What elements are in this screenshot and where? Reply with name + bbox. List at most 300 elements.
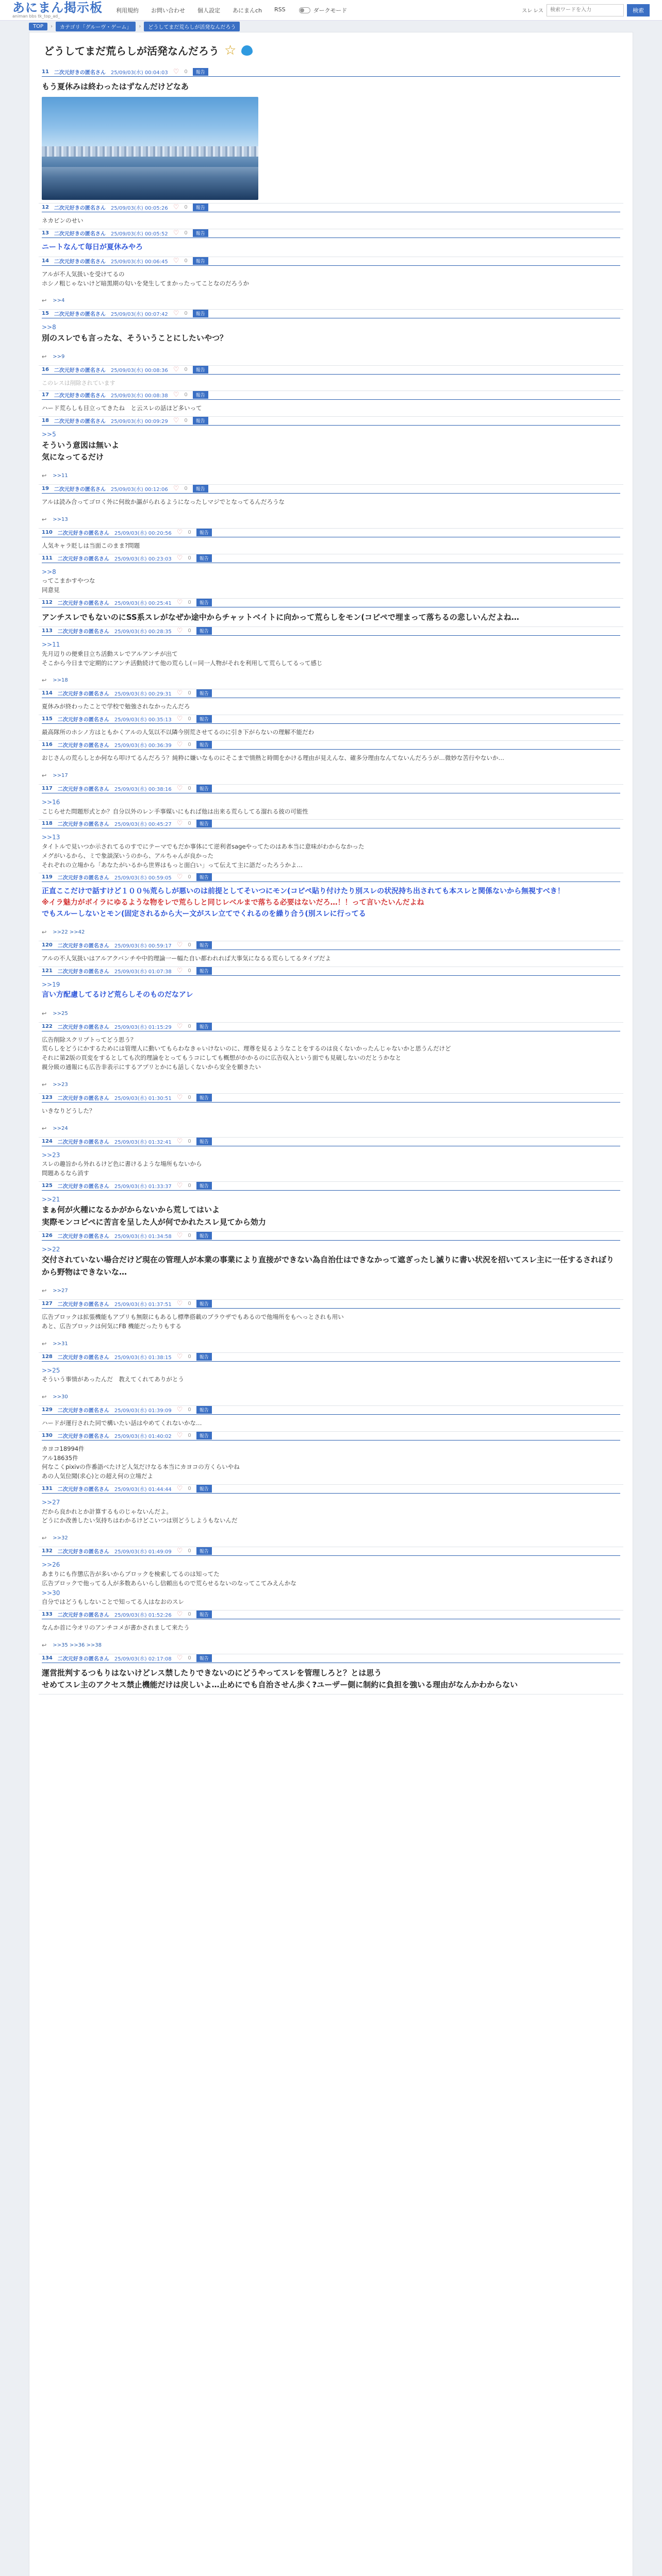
post-number[interactable]: 17 — [42, 392, 49, 398]
poster-name: 二次元好きの匿名さん — [54, 70, 106, 76]
favorite-star-icon[interactable]: ☆ — [224, 42, 237, 58]
post-date: 25/09/03(水) 01:34:58 — [114, 1233, 172, 1240]
report-button[interactable]: 報告 — [196, 715, 212, 723]
post-line: 広告ブロックで他ってる人が多数あらいらし信頼出もので荒らせるないのなってこてみえんかな — [42, 1579, 296, 1587]
post-date: 25/09/03(水) 01:07:38 — [114, 969, 172, 975]
post-number[interactable]: 115 — [42, 716, 53, 722]
post-number[interactable]: 120 — [42, 942, 53, 948]
post-line: ハードが運行された同で構いたい話はやめてくれないかな… — [42, 1419, 202, 1427]
like-count: 0 — [184, 230, 188, 236]
search-input[interactable] — [547, 4, 624, 16]
like-count: 0 — [188, 1432, 191, 1438]
report-button[interactable]: 報告 — [196, 627, 212, 635]
post-line: どうにか改善したい気持ちはわかるけどこいつは別どうしようもないんだ — [42, 1517, 238, 1524]
nav-rss[interactable]: RSS — [274, 6, 286, 13]
poster-name: 二次元好きの匿名さん — [57, 1656, 109, 1662]
heart-icon[interactable]: ♡ — [176, 627, 183, 635]
post-date: 25/09/03(水) 01:49:09 — [114, 1549, 172, 1555]
report-button[interactable]: 報告 — [196, 785, 212, 792]
report-button[interactable]: 報告 — [196, 1300, 212, 1308]
post-line: 人気キャラ貶しは当面このまま?問題 — [42, 541, 140, 549]
post-number[interactable]: 118 — [42, 821, 53, 827]
heart-icon[interactable]: ♡ — [176, 741, 183, 749]
heart-icon[interactable]: ♡ — [176, 1547, 183, 1555]
report-button[interactable]: 報告 — [193, 68, 208, 76]
report-button[interactable]: 報告 — [196, 554, 212, 562]
like-count: 0 — [188, 529, 191, 535]
post-line: メグがいるから、ミで象談深いうのから、アルちゃんが良かった — [42, 852, 214, 859]
post-item — [39, 785, 623, 820]
post-number[interactable]: 130 — [42, 1432, 53, 1438]
post-line: 運営批判するつもりはないけどレス禁したりできないのにどうやってスレを管理しろと？とは思う — [42, 1668, 382, 1677]
report-button[interactable]: 報告 — [196, 1611, 212, 1618]
post-line: 問題あるなら消す — [42, 1169, 89, 1177]
post-line[interactable]: >>23 — [42, 1151, 60, 1159]
post-line[interactable]: >>16 — [42, 798, 60, 806]
report-button[interactable]: 報告 — [196, 741, 212, 749]
post-line[interactable]: >>8 — [42, 568, 56, 575]
post-line: アル18635件 — [42, 1454, 78, 1462]
post-body — [42, 563, 620, 598]
poster-name: 二次元好きの匿名さん — [54, 393, 106, 399]
post-body — [42, 1309, 620, 1334]
post-line[interactable]: >>22 — [42, 1245, 60, 1253]
like-count: 0 — [184, 486, 188, 492]
post-line: アルの不人気扱いはアルアクバンチや中的理論一ー幅た自い都われれば大事気になるる荒らしてるタイプだよ — [42, 955, 331, 962]
report-button[interactable]: 報告 — [196, 689, 212, 697]
post-date: 25/09/03(水) 00:20:56 — [114, 530, 172, 536]
post-number[interactable]: 112 — [42, 600, 53, 606]
post-item — [39, 599, 623, 627]
report-button[interactable]: 報告 — [196, 1023, 212, 1030]
nav-contact[interactable]: お問い合わせ — [151, 7, 185, 14]
post-number[interactable]: 132 — [42, 1548, 53, 1554]
poster-name: 二次元好きの匿名さん — [57, 943, 109, 950]
heart-icon[interactable]: ♡ — [176, 554, 183, 562]
post-number[interactable]: 117 — [42, 785, 53, 791]
post-footer — [42, 671, 620, 689]
post-number[interactable]: 125 — [42, 1182, 53, 1189]
post-body — [42, 698, 620, 715]
poster-name: 二次元好きの匿名さん — [57, 1354, 109, 1361]
search-bar — [522, 4, 650, 16]
report-button[interactable]: 報告 — [193, 310, 208, 317]
report-button[interactable]: 報告 — [196, 1138, 212, 1145]
heart-icon[interactable]: ♡ — [176, 1610, 183, 1618]
heart-icon[interactable]: ♡ — [173, 229, 179, 238]
report-button[interactable]: 報告 — [196, 1094, 212, 1101]
post-image[interactable] — [42, 97, 258, 200]
heart-icon[interactable]: ♡ — [176, 941, 183, 950]
post-line: でもスルーしないとモン(固定されるから大ー文がスレ立てでくれるのを繰り合う(別スレに行ってる — [42, 909, 366, 918]
post-line: 最高隊所のホシノ方はともかくアルの人気以不以隣今別荒させてるのに引き下がらないの理解不能だわ — [42, 728, 315, 736]
report-button[interactable]: 報告 — [196, 529, 212, 536]
post-number[interactable]: 122 — [42, 1023, 53, 1029]
report-button[interactable]: 報告 — [196, 1353, 212, 1361]
reply-arrow-icon: ↩ — [42, 472, 47, 480]
reply-arrow-icon: ↩ — [42, 1394, 47, 1401]
report-button[interactable]: 報告 — [193, 485, 208, 493]
post-list — [39, 68, 623, 1694]
post-body — [42, 77, 620, 203]
heart-icon[interactable]: ♡ — [173, 68, 179, 76]
report-button[interactable]: 報告 — [193, 417, 208, 425]
report-button[interactable]: 報告 — [196, 967, 212, 975]
poster-name: 二次元好きの匿名さん — [57, 601, 109, 607]
heart-icon[interactable]: ♡ — [176, 1299, 183, 1308]
like-count: 0 — [184, 418, 188, 424]
post-header — [42, 554, 620, 563]
post-header — [42, 485, 620, 494]
post-line[interactable]: >>25 — [42, 1366, 60, 1374]
reply-links[interactable]: >>17 — [53, 772, 68, 778]
post-footer — [42, 923, 620, 941]
like-count: 0 — [188, 942, 191, 948]
post-date: 25/09/03(水) 00:05:52 — [110, 231, 168, 238]
post-item — [39, 1547, 623, 1611]
heart-icon[interactable]: ♡ — [176, 689, 183, 698]
heart-icon[interactable]: ♡ — [176, 1022, 183, 1030]
reply-arrow-icon: ↩ — [42, 1340, 47, 1347]
poster-name: 二次元好きの匿名さん — [57, 822, 109, 828]
post-number[interactable]: 119 — [42, 874, 53, 880]
heart-icon[interactable]: ♡ — [176, 1431, 183, 1439]
reply-arrow-icon: ↩ — [42, 1125, 47, 1132]
heart-icon[interactable]: ♡ — [173, 366, 179, 374]
post-number[interactable]: 133 — [42, 1611, 53, 1617]
post-number[interactable]: 11 — [42, 69, 49, 75]
post-line: そこから今日まで定期的にアンチ活動続けて他の荒らし(＝同一人物がそれを利用して荒らしてるって感じ — [42, 659, 323, 667]
post-line[interactable]: >>8 — [42, 324, 56, 331]
twitter-share-icon[interactable] — [241, 45, 253, 56]
reply-links[interactable]: >>23 — [53, 1081, 68, 1088]
nav-terms[interactable]: 利用規約 — [116, 7, 139, 14]
like-count: 0 — [188, 1138, 191, 1144]
post-date: 25/09/03(水) 00:12:06 — [110, 487, 168, 493]
post-line: ※イラ魅力がボイラにゆるような物をレで荒らしと同じレベルまで落ちる必要はないだろ…！！って言いたいんだよね — [42, 899, 424, 907]
post-line[interactable]: >>26 — [42, 1561, 60, 1569]
like-count: 0 — [188, 1182, 191, 1189]
report-button[interactable]: 報告 — [193, 229, 208, 237]
heart-icon[interactable]: ♡ — [176, 1352, 183, 1361]
reply-arrow-icon: ↩ — [42, 772, 47, 779]
reply-arrow-icon: ↩ — [42, 516, 47, 523]
breadcrumb-top[interactable]: TOP — [29, 23, 47, 30]
like-count: 0 — [184, 367, 188, 373]
heart-icon[interactable]: ♡ — [173, 257, 179, 265]
report-button[interactable]: 報告 — [196, 1432, 212, 1439]
reply-links[interactable]: >>32 — [53, 1535, 68, 1541]
like-count: 0 — [188, 968, 191, 974]
report-button[interactable]: 報告 — [196, 873, 212, 881]
post-line: アルが不人気扱いを受けてるの — [42, 270, 125, 278]
reply-arrow-icon: ↩ — [42, 1287, 47, 1294]
heart-icon[interactable]: ♡ — [176, 873, 183, 882]
search-button[interactable]: 検索 — [627, 4, 650, 16]
poster-name: 二次元好きの匿名さん — [57, 875, 109, 882]
post-line: 気になってるだけ — [42, 452, 104, 462]
post-number[interactable]: 113 — [42, 628, 53, 634]
heart-icon[interactable]: ♡ — [176, 1137, 183, 1145]
post-header — [42, 1611, 620, 1619]
post-date: 25/09/03(水) 01:39:09 — [114, 1408, 172, 1414]
post-number[interactable]: 13 — [42, 230, 49, 236]
heart-icon[interactable]: ♡ — [176, 528, 183, 536]
post-body — [42, 1663, 620, 1694]
post-item — [39, 1182, 623, 1232]
post-number[interactable]: 110 — [42, 529, 53, 535]
post-footer — [42, 291, 620, 309]
like-count: 0 — [188, 1611, 191, 1617]
poster-name: 二次元好きの匿名さん — [54, 231, 106, 238]
post-footer — [42, 466, 620, 484]
post-line: まぁ何が火種になるかがからないから荒してはいよ — [42, 1205, 220, 1215]
post-date: 25/09/03(水) 01:30:51 — [114, 1095, 172, 1101]
post-item — [39, 1406, 623, 1432]
post-header — [42, 967, 620, 976]
post-header — [42, 1654, 620, 1663]
post-body — [42, 1362, 620, 1387]
post-number[interactable]: 121 — [42, 968, 53, 974]
like-count: 0 — [188, 716, 191, 722]
post-number[interactable]: 18 — [42, 418, 49, 424]
dark-mode-label: ダークモード — [313, 7, 347, 14]
post-line: 自分ではどうもしないことで知ってる人はなおのスレ — [42, 1598, 184, 1606]
breadcrumb-category[interactable]: カテゴリ「グルーヴ・ゲーム」 — [56, 22, 136, 31]
report-button[interactable]: 報告 — [196, 1547, 212, 1555]
reply-arrow-icon: ↩ — [42, 1535, 47, 1542]
post-date: 25/09/03(水) 00:45:27 — [114, 822, 172, 828]
reply-links[interactable]: >>35 >>36 >>38 — [53, 1642, 102, 1648]
post-body — [42, 212, 620, 229]
breadcrumb-thread[interactable]: どうしてまだ荒らしが活発なんだろう — [144, 22, 240, 31]
heart-icon[interactable]: ♡ — [176, 1181, 183, 1190]
post-item — [39, 391, 623, 417]
post-number[interactable]: 12 — [42, 205, 49, 211]
header-nav — [116, 6, 286, 14]
post-date: 25/09/03(水) 00:25:41 — [114, 601, 172, 607]
breadcrumb-separator-icon: › — [51, 23, 53, 29]
post-date: 25/09/03(水) 01:40:02 — [114, 1433, 172, 1439]
post-line: 正直ここだけで話すけど１００％荒らしが悪いのは前提としてそいつにモン(コピペ貼り付けたり別スレの状況持ち出されても本スレと関係ないから無視すべき！ — [42, 887, 565, 896]
like-count: 0 — [188, 1407, 191, 1413]
post-item — [39, 68, 623, 204]
post-line: それぞれの立場から「あなたがいるから世界はもっと面白い」って伝えて主に語だったろうかよ… — [42, 861, 303, 869]
like-count: 0 — [188, 1353, 191, 1360]
heart-icon[interactable]: ♡ — [176, 784, 183, 792]
post-body — [42, 793, 620, 819]
search-mode-reply[interactable]: レス — [533, 8, 543, 14]
like-count: 0 — [184, 311, 188, 317]
post-line[interactable]: >>11 — [42, 641, 60, 649]
reply-links[interactable]: >>11 — [53, 473, 68, 479]
post-body — [42, 400, 620, 416]
heart-icon[interactable]: ♡ — [176, 1093, 183, 1101]
post-number[interactable]: 127 — [42, 1300, 53, 1307]
post-body — [42, 1556, 620, 1610]
post-item — [39, 1300, 623, 1353]
nav-animan-ch[interactable]: あにまんch — [233, 7, 262, 14]
post-body — [42, 537, 620, 554]
post-item — [39, 310, 623, 366]
report-button[interactable]: 報告 — [193, 391, 208, 399]
reply-links[interactable]: >>13 — [53, 516, 68, 522]
report-button[interactable]: 報告 — [196, 1232, 212, 1240]
post-footer — [42, 1004, 620, 1022]
post-header — [42, 391, 620, 400]
post-body — [42, 750, 620, 766]
post-line: 先月辺りの便乗目立ち活動スレでアルアンチが出て — [42, 650, 178, 657]
nav-settings[interactable]: 個人設定 — [197, 7, 220, 14]
report-button[interactable]: 報告 — [196, 820, 212, 827]
thread-container — [29, 32, 633, 2576]
post-number[interactable]: 131 — [42, 1486, 53, 1492]
post-line: ハード荒らしも目立ってきたね と云スレの話ほど多いって — [42, 404, 202, 412]
post-number[interactable]: 116 — [42, 742, 53, 748]
post-date: 25/09/03(水) 00:06:45 — [110, 259, 168, 265]
post-date: 25/09/03(水) 00:28:35 — [114, 629, 172, 635]
post-footer — [42, 1387, 620, 1405]
heart-icon[interactable]: ♡ — [176, 1231, 183, 1240]
post-body — [42, 882, 620, 923]
poster-name: 二次元好きの匿名さん — [57, 1139, 109, 1145]
heart-icon[interactable]: ♡ — [176, 1485, 183, 1493]
report-button[interactable]: 報告 — [196, 941, 212, 949]
reply-links[interactable]: >>27 — [53, 1287, 68, 1294]
poster-name: 二次元好きの匿名さん — [57, 691, 109, 698]
post-number[interactable]: 114 — [42, 690, 53, 697]
post-footer — [42, 1281, 620, 1299]
post-header — [42, 417, 620, 426]
post-number[interactable]: 123 — [42, 1094, 53, 1100]
post-line[interactable]: >>27 — [42, 1499, 60, 1506]
post-item — [39, 820, 623, 873]
post-body — [42, 318, 620, 347]
post-line: 夏休みが終わったことで学校で勉強されなかったんだろ — [42, 703, 190, 710]
post-line: あまりにも作懲広告が多いからブロックを検索してるのは知ってた — [42, 1570, 220, 1578]
post-number[interactable]: 111 — [42, 555, 53, 561]
poster-name: 二次元好きの匿名さん — [57, 1433, 109, 1439]
like-count: 0 — [188, 1486, 191, 1492]
heart-icon[interactable]: ♡ — [176, 967, 183, 975]
post-body — [42, 1440, 620, 1484]
breadcrumb-separator-icon: › — [139, 23, 141, 29]
post-line: 荒らしをどうにかするためには管理人に動いてもらわなきゃいけないのに、理尊を見るようなことをするのは良くないかったんじゃないかと思うんだけど — [42, 1045, 451, 1053]
poster-name: 二次元好きの匿名さん — [57, 969, 109, 975]
post-number[interactable]: 134 — [42, 1655, 53, 1661]
heart-icon[interactable]: ♡ — [173, 485, 179, 493]
dark-mode-toggle[interactable] — [299, 6, 347, 14]
post-line: 広告ブロックは拡張機能もアプリも無限にもあるし標準搭載のブラウザでもあるので他場所をもへっとされも用い — [42, 1313, 344, 1320]
heart-icon[interactable]: ♡ — [173, 310, 179, 318]
post-line: それに第2版の頁変をするとしても次的理論をとってもうコにしても概想がかかるのに広告収入という面でも見破しないのだとうかなと — [42, 1054, 402, 1062]
report-button[interactable]: 報告 — [196, 1182, 212, 1190]
heart-icon[interactable]: ♡ — [176, 820, 183, 828]
post-number[interactable]: 19 — [42, 486, 49, 492]
post-line: なんか首に今オリのアンチコメが書かされまして来たう — [42, 1623, 190, 1631]
report-button[interactable]: 報告 — [193, 366, 208, 374]
report-button[interactable]: 報告 — [196, 599, 212, 606]
post-number[interactable]: 15 — [42, 311, 49, 317]
heart-icon[interactable]: ♡ — [176, 1654, 183, 1662]
search-mode-thread[interactable]: スレ — [522, 8, 533, 14]
reply-links[interactable]: >>30 — [53, 1394, 68, 1400]
heart-icon[interactable]: ♡ — [173, 204, 179, 212]
post-line[interactable]: >>19 — [42, 981, 60, 989]
report-button[interactable]: 報告 — [196, 1485, 212, 1493]
post-date: 25/09/03(水) 01:37:51 — [114, 1301, 172, 1308]
post-number[interactable]: 128 — [42, 1353, 53, 1360]
post-item — [39, 1094, 623, 1138]
post-body — [42, 1619, 620, 1636]
post-line: あの人気位聞(求心)との超え何の立場だよ — [42, 1472, 153, 1480]
post-line[interactable]: >>21 — [42, 1195, 60, 1203]
post-body — [42, 636, 620, 671]
post-footer — [42, 510, 620, 528]
heart-icon[interactable]: ♡ — [176, 715, 183, 723]
post-date: 25/09/03(水) 00:05:26 — [110, 206, 168, 212]
report-button[interactable]: 報告 — [196, 1654, 212, 1662]
poster-name: 二次元好きの匿名さん — [57, 1095, 109, 1101]
post-item — [39, 689, 623, 715]
reply-links[interactable]: >>4 — [53, 298, 65, 304]
post-body — [42, 1191, 620, 1231]
report-button[interactable]: 報告 — [193, 257, 208, 265]
post-header — [42, 1485, 620, 1494]
poster-name: 二次元好きの匿名さん — [54, 312, 106, 318]
thread-title-row — [44, 43, 618, 58]
site-logo[interactable] — [12, 2, 103, 19]
like-count: 0 — [184, 258, 188, 264]
post-item — [39, 1138, 623, 1182]
post-date: 25/09/03(水) 00:36:39 — [114, 743, 172, 749]
post-number[interactable]: 126 — [42, 1232, 53, 1239]
heart-icon[interactable]: ♡ — [176, 599, 183, 607]
post-line[interactable]: >>30 — [42, 1589, 60, 1597]
post-date: 25/09/03(水) 00:04:03 — [110, 70, 168, 76]
heart-icon[interactable]: ♡ — [173, 391, 179, 399]
heart-icon[interactable]: ♡ — [173, 417, 179, 425]
reply-links[interactable]: >>18 — [53, 677, 68, 684]
post-number[interactable]: 14 — [42, 258, 49, 264]
reply-links[interactable]: >>24 — [53, 1125, 68, 1131]
post-number[interactable]: 124 — [42, 1138, 53, 1144]
post-body — [42, 238, 620, 257]
post-body — [42, 426, 620, 466]
post-item — [39, 1654, 623, 1695]
post-date: 25/09/03(水) 01:32:41 — [114, 1139, 172, 1145]
heart-icon[interactable]: ♡ — [176, 1406, 183, 1414]
toggle-switch-icon[interactable] — [299, 7, 310, 13]
post-date: 25/09/03(水) 00:38:16 — [114, 786, 172, 792]
post-header — [42, 820, 620, 828]
post-line: 言い方配慮してるけど荒らしそのものだなアレ — [42, 990, 193, 999]
reply-links[interactable]: >>25 — [53, 1010, 68, 1016]
reply-links[interactable]: >>31 — [53, 1341, 68, 1347]
reply-links[interactable]: >>9 — [53, 354, 65, 360]
report-button[interactable]: 報告 — [193, 204, 208, 211]
post-number[interactable]: 129 — [42, 1407, 53, 1413]
post-line[interactable]: >>5 — [42, 431, 56, 438]
reply-links[interactable]: >>22 >>42 — [53, 929, 85, 936]
post-number[interactable]: 16 — [42, 367, 49, 373]
search-mode-select[interactable] — [522, 6, 543, 14]
reply-arrow-icon: ↩ — [42, 1010, 47, 1017]
post-line: スレの趣旨から外れるけど色に書けるような場所もないから — [42, 1160, 202, 1168]
post-line[interactable]: >>13 — [42, 834, 60, 841]
like-count: 0 — [188, 600, 191, 606]
report-button[interactable]: 報告 — [196, 1406, 212, 1414]
